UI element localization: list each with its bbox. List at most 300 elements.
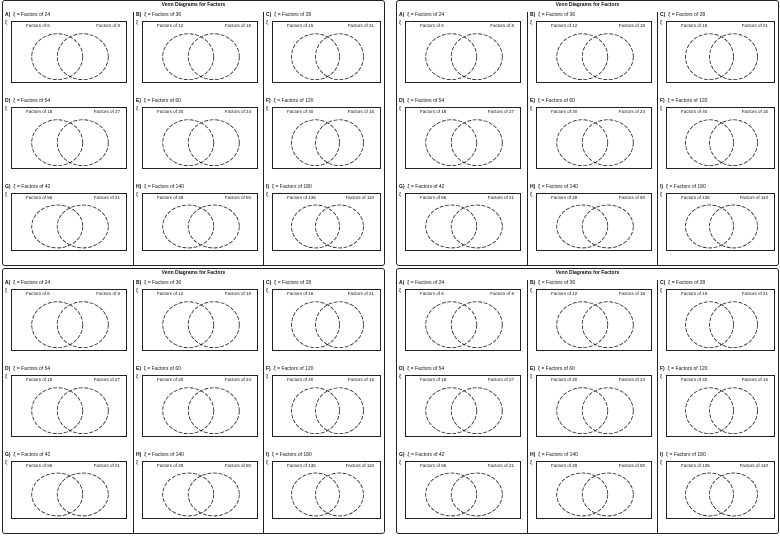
right-set-label: Factors of 18 <box>224 291 251 296</box>
venn-diagram <box>273 108 382 170</box>
question-cell <box>133 12 263 98</box>
question-label <box>266 12 311 18</box>
question-letter: F) <box>266 366 271 372</box>
xi-symbol: ξ <box>530 288 533 294</box>
universal-set-label: ξ = Factors of 24 <box>13 280 51 286</box>
right-set-label: Factors of 18 <box>224 23 251 28</box>
xi-symbol: ξ <box>136 288 139 294</box>
right-set-label: Factors of 50 <box>224 463 251 468</box>
right-set-label: Factors of 27 <box>93 109 120 114</box>
venn-diagram-box <box>405 193 521 251</box>
venn-diagram-box <box>536 461 652 519</box>
venn-diagram <box>12 108 128 170</box>
right-set-label: Factors of 24 <box>618 109 645 114</box>
universal-set-label: ξ = Factors of 60 <box>537 366 575 372</box>
question-label <box>660 280 705 286</box>
venn-diagram <box>143 462 259 520</box>
left-set-label: Factors of 12 <box>551 23 578 28</box>
question-label <box>5 366 50 372</box>
right-set-label: Factors of 18 <box>618 23 645 28</box>
question-label <box>660 98 707 104</box>
xi-symbol: ξ <box>660 192 663 198</box>
question-label <box>530 184 578 190</box>
venn-diagram-box <box>272 289 381 351</box>
left-set-label: Factors of 28 <box>551 463 578 468</box>
question-cell <box>397 12 527 98</box>
universal-set-label: ξ = Factors of 120 <box>667 366 708 372</box>
question-label <box>266 366 313 372</box>
xi-symbol: ξ <box>530 460 533 466</box>
venn-diagram <box>12 462 128 520</box>
left-set-circle <box>557 34 608 80</box>
venn-diagram <box>273 376 382 438</box>
universal-set-label: ξ = Factors of 36 <box>144 280 182 286</box>
question-cell <box>3 452 133 534</box>
left-set-circle <box>163 302 214 348</box>
left-set-circle <box>163 34 214 80</box>
xi-symbol: ξ <box>530 106 533 112</box>
sheet-title: Venn Diagrams for Factors <box>555 270 620 276</box>
right-set-label: Factors of 21 <box>347 291 374 296</box>
question-cell <box>527 184 657 266</box>
right-set-label: Factors of 27 <box>93 377 120 382</box>
xi-symbol: ξ <box>266 288 269 294</box>
left-set-label: Factors of 20 <box>157 109 184 114</box>
left-set-circle <box>426 120 477 166</box>
venn-diagram <box>406 22 522 84</box>
question-cell <box>263 184 386 266</box>
question-cell <box>527 280 657 366</box>
xi-symbol: ξ <box>5 374 8 380</box>
question-letter: H) <box>136 184 142 190</box>
right-set-label: Factors of 8 <box>490 291 514 296</box>
venn-diagram-box <box>405 461 521 519</box>
question-cell <box>397 452 527 534</box>
question-cell <box>3 98 133 184</box>
left-set-circle <box>426 34 477 80</box>
universal-set-label: ξ = Factors of 180 <box>271 452 312 458</box>
question-letter: D) <box>5 98 11 104</box>
venn-diagram-box <box>536 193 652 251</box>
venn-diagram-box <box>272 375 381 437</box>
venn-diagram <box>406 290 522 352</box>
left-set-label: Factors of 18 <box>420 109 447 114</box>
right-set-label: Factors of 21 <box>93 195 120 200</box>
question-label <box>399 184 444 190</box>
venn-diagram-box <box>666 289 775 351</box>
left-set-label: Factors of 18 <box>26 109 53 114</box>
universal-set-label: ξ = Factors of 42 <box>13 452 51 458</box>
venn-diagram-box <box>536 21 652 83</box>
universal-set-label: ξ = Factors of 36 <box>144 12 182 18</box>
venn-diagram-box <box>536 289 652 351</box>
question-label <box>136 452 184 458</box>
xi-symbol: ξ <box>266 192 269 198</box>
question-cell <box>527 98 657 184</box>
left-set-label: Factors of 6 <box>420 291 444 296</box>
venn-diagram-box <box>666 461 775 519</box>
venn-diagram-box <box>142 461 258 519</box>
venn-diagram <box>667 462 776 520</box>
left-set-label: Factors of 20 <box>157 377 184 382</box>
left-set-label: Factors of 12 <box>157 291 184 296</box>
left-set-label: Factors of 18 <box>26 377 53 382</box>
venn-diagram <box>12 22 128 84</box>
xi-symbol: ξ <box>399 460 402 466</box>
question-letter: G) <box>399 452 405 458</box>
left-set-circle <box>163 388 214 434</box>
question-letter: A) <box>5 280 11 286</box>
venn-diagram-box <box>405 21 521 83</box>
left-set-label: Factors of 28 <box>157 463 184 468</box>
xi-symbol: ξ <box>660 374 663 380</box>
left-set-label: Factors of 6 <box>26 291 50 296</box>
venn-diagram-box <box>142 107 258 169</box>
venn-diagram <box>143 22 259 84</box>
xi-symbol: ξ <box>136 20 139 26</box>
xi-symbol: ξ <box>266 374 269 380</box>
right-set-label: Factors of 24 <box>224 377 251 382</box>
universal-set-label: ξ = Factors of 140 <box>538 452 578 458</box>
question-cell <box>657 366 780 452</box>
venn-diagram-box <box>536 107 652 169</box>
venn-diagram <box>667 376 776 438</box>
xi-symbol: ξ <box>660 20 663 26</box>
right-set-label: Factors of 8 <box>96 291 120 296</box>
question-cell <box>3 366 133 452</box>
question-cell <box>133 452 263 534</box>
universal-set-label: ξ = Factors of 120 <box>667 98 708 104</box>
universal-set-label: ξ = Factors of 54 <box>13 98 51 104</box>
venn-diagram-box <box>666 375 775 437</box>
sheet-title: Venn Diagrams for Factors <box>161 270 226 276</box>
question-label <box>399 12 444 18</box>
left-set-label: Factors of 135 <box>681 195 710 200</box>
xi-symbol: ξ <box>399 374 402 380</box>
venn-diagram-box <box>11 289 127 351</box>
question-letter: C) <box>660 12 666 18</box>
left-set-label: Factors of 28 <box>551 195 578 200</box>
venn-diagram <box>667 194 776 252</box>
question-label <box>136 12 181 18</box>
question-letter: C) <box>266 12 272 18</box>
question-label <box>266 452 312 458</box>
right-set-label: Factors of 21 <box>347 23 374 28</box>
right-set-label: Factors of 50 <box>618 463 645 468</box>
venn-diagram <box>537 108 653 170</box>
universal-set-label: ξ = Factors of 42 <box>407 184 445 190</box>
venn-diagram <box>12 376 128 438</box>
xi-symbol: ξ <box>266 106 269 112</box>
venn-diagram-box <box>11 21 127 83</box>
question-label <box>266 98 313 104</box>
left-set-label: Factors of 16 <box>681 291 708 296</box>
xi-symbol: ξ <box>266 20 269 26</box>
venn-diagram-box <box>11 107 127 169</box>
xi-symbol: ξ <box>530 192 533 198</box>
venn-diagram <box>273 290 382 352</box>
question-cell <box>263 366 386 452</box>
venn-diagram-box <box>405 107 521 169</box>
left-set-label: Factors of 40 <box>287 109 314 114</box>
universal-set-label: ξ = Factors of 36 <box>538 280 576 286</box>
question-letter: F) <box>660 366 665 372</box>
venn-diagram-box <box>142 375 258 437</box>
universal-set-label: ξ = Factors of 54 <box>13 366 51 372</box>
sheet-title: Venn Diagrams for Factors <box>555 2 620 8</box>
venn-diagram <box>667 290 776 352</box>
left-set-label: Factors of 28 <box>157 195 184 200</box>
venn-diagram <box>406 376 522 438</box>
xi-symbol: ξ <box>5 106 8 112</box>
right-set-label: Factors of 8 <box>96 23 120 28</box>
left-set-label: Factors of 135 <box>287 463 316 468</box>
xi-symbol: ξ <box>399 106 402 112</box>
xi-symbol: ξ <box>5 460 8 466</box>
venn-diagram <box>12 290 128 352</box>
question-label <box>266 280 311 286</box>
question-letter: F) <box>660 98 665 104</box>
right-set-label: Factors of 21 <box>93 463 120 468</box>
universal-set-label: ξ = Factors of 140 <box>538 184 578 190</box>
universal-set-label: ξ = Factors of 36 <box>538 12 576 18</box>
question-letter: F) <box>266 98 271 104</box>
question-letter: C) <box>266 280 272 286</box>
question-label <box>5 12 50 18</box>
venn-diagram <box>273 194 382 252</box>
question-letter: E) <box>530 98 535 104</box>
question-cell <box>263 452 386 534</box>
question-label <box>530 452 578 458</box>
question-cell <box>263 98 386 184</box>
venn-diagram <box>273 22 382 84</box>
venn-diagram <box>537 376 653 438</box>
left-set-circle <box>32 388 83 434</box>
venn-diagram-box <box>272 193 381 251</box>
right-set-label: Factors of 15 <box>741 109 768 114</box>
venn-diagram-box <box>666 21 775 83</box>
right-set-label: Factors of 110 <box>739 195 768 200</box>
universal-set-label: ξ = Factors of 24 <box>13 12 51 18</box>
right-set-circle <box>710 473 758 516</box>
left-set-label: Factors of 20 <box>551 377 578 382</box>
right-set-circle <box>316 473 364 516</box>
universal-set-label: ξ = Factors of 180 <box>271 184 312 190</box>
universal-set-label: ξ = Factors of 42 <box>13 184 51 190</box>
venn-diagram <box>537 462 653 520</box>
question-letter: B) <box>136 280 142 286</box>
right-set-label: Factors of 27 <box>487 109 514 114</box>
left-set-circle <box>32 120 83 166</box>
left-set-label: Factors of 12 <box>157 23 184 28</box>
question-cell <box>527 452 657 534</box>
question-label <box>399 280 444 286</box>
right-set-label: Factors of 15 <box>347 377 374 382</box>
universal-set-label: ξ = Factors of 60 <box>143 98 181 104</box>
xi-symbol: ξ <box>660 106 663 112</box>
question-cell <box>133 98 263 184</box>
question-letter: E) <box>136 98 141 104</box>
question-label <box>660 12 705 18</box>
venn-diagram-box <box>142 21 258 83</box>
left-set-circle <box>292 205 340 248</box>
venn-diagram <box>12 194 128 252</box>
venn-diagram-box <box>272 107 381 169</box>
question-cell <box>397 98 527 184</box>
question-cell <box>657 184 780 266</box>
left-set-label: Factors of 16 <box>287 23 314 28</box>
question-cell <box>657 98 780 184</box>
question-letter: D) <box>399 366 405 372</box>
question-cell <box>657 452 780 534</box>
venn-diagram-box <box>142 193 258 251</box>
left-set-label: Factors of 56 <box>26 195 53 200</box>
question-label <box>266 184 312 190</box>
xi-symbol: ξ <box>5 20 8 26</box>
left-set-circle <box>426 388 477 434</box>
question-letter: I) <box>660 452 664 458</box>
question-cell <box>397 280 527 366</box>
question-cell <box>3 12 133 98</box>
left-set-label: Factors of 12 <box>551 291 578 296</box>
left-set-label: Factors of 16 <box>681 23 708 28</box>
right-set-label: Factors of 24 <box>224 109 251 114</box>
venn-diagram <box>667 108 776 170</box>
question-label <box>660 184 706 190</box>
venn-diagram <box>143 376 259 438</box>
xi-symbol: ξ <box>660 288 663 294</box>
universal-set-label: ξ = Factors of 54 <box>407 98 445 104</box>
venn-diagram <box>273 462 382 520</box>
left-set-circle <box>163 120 214 166</box>
venn-diagram <box>667 22 776 84</box>
question-cell <box>133 184 263 266</box>
question-cell <box>397 184 527 266</box>
xi-symbol: ξ <box>530 374 533 380</box>
xi-symbol: ξ <box>399 192 402 198</box>
left-set-label: Factors of 135 <box>681 463 710 468</box>
worksheet-sheet <box>396 268 779 534</box>
question-label <box>136 184 184 190</box>
left-set-label: Factors of 40 <box>287 377 314 382</box>
left-set-label: Factors of 56 <box>420 195 447 200</box>
xi-symbol: ξ <box>399 288 402 294</box>
question-label <box>530 366 575 372</box>
question-cell <box>657 12 780 98</box>
worksheet-sheet <box>2 0 385 266</box>
venn-diagram-box <box>11 193 127 251</box>
question-letter: E) <box>530 366 535 372</box>
right-set-label: Factors of 110 <box>345 195 374 200</box>
xi-symbol: ξ <box>399 20 402 26</box>
question-label <box>530 12 575 18</box>
right-set-label: Factors of 21 <box>741 23 768 28</box>
venn-diagram <box>537 194 653 252</box>
xi-symbol: ξ <box>5 192 8 198</box>
venn-diagram-box <box>11 375 127 437</box>
question-cell <box>133 366 263 452</box>
left-set-label: Factors of 16 <box>287 291 314 296</box>
universal-set-label: ξ = Factors of 28 <box>668 280 706 286</box>
question-letter: B) <box>136 12 142 18</box>
question-cell <box>263 280 386 366</box>
right-set-label: Factors of 110 <box>345 463 374 468</box>
question-letter: D) <box>399 98 405 104</box>
right-set-label: Factors of 21 <box>741 291 768 296</box>
venn-diagram-box <box>11 461 127 519</box>
left-set-circle <box>686 205 734 248</box>
universal-set-label: ξ = Factors of 120 <box>273 98 314 104</box>
venn-diagram-box <box>142 289 258 351</box>
venn-diagram-box <box>666 193 775 251</box>
xi-symbol: ξ <box>136 192 139 198</box>
question-label <box>136 98 181 104</box>
venn-diagram-box <box>536 375 652 437</box>
universal-set-label: ξ = Factors of 120 <box>273 366 314 372</box>
left-set-circle <box>557 388 608 434</box>
worksheet-sheet <box>396 0 779 266</box>
question-letter: A) <box>399 280 405 286</box>
right-set-label: Factors of 24 <box>618 377 645 382</box>
venn-diagram <box>143 194 259 252</box>
question-cell <box>657 280 780 366</box>
question-letter: H) <box>530 452 536 458</box>
right-set-label: Factors of 21 <box>487 463 514 468</box>
right-set-label: Factors of 21 <box>487 195 514 200</box>
venn-diagram <box>537 22 653 84</box>
question-letter: H) <box>530 184 536 190</box>
question-label <box>5 452 50 458</box>
question-letter: D) <box>5 366 11 372</box>
xi-symbol: ξ <box>660 460 663 466</box>
venn-diagram <box>537 290 653 352</box>
question-label <box>399 98 444 104</box>
question-label <box>399 452 444 458</box>
universal-set-label: ξ = Factors of 24 <box>407 12 445 18</box>
xi-symbol: ξ <box>136 106 139 112</box>
left-set-label: Factors of 6 <box>420 23 444 28</box>
xi-symbol: ξ <box>136 374 139 380</box>
question-letter: B) <box>530 280 536 286</box>
left-set-circle <box>557 120 608 166</box>
left-set-label: Factors of 56 <box>420 463 447 468</box>
question-letter: G) <box>5 452 11 458</box>
question-cell <box>263 12 386 98</box>
venn-diagram <box>406 462 522 520</box>
right-set-label: Factors of 50 <box>224 195 251 200</box>
question-label <box>136 280 181 286</box>
question-label <box>5 98 50 104</box>
universal-set-label: ξ = Factors of 180 <box>665 184 706 190</box>
right-set-label: Factors of 8 <box>490 23 514 28</box>
universal-set-label: ξ = Factors of 54 <box>407 366 445 372</box>
left-set-circle <box>32 302 83 348</box>
question-label <box>660 366 707 372</box>
venn-diagram-box <box>405 289 521 351</box>
xi-symbol: ξ <box>136 460 139 466</box>
question-letter: I) <box>266 452 270 458</box>
venn-diagram-box <box>666 107 775 169</box>
question-letter: C) <box>660 280 666 286</box>
left-set-label: Factors of 135 <box>287 195 316 200</box>
question-letter: G) <box>5 184 11 190</box>
venn-diagram-box <box>405 375 521 437</box>
question-cell <box>527 12 657 98</box>
right-set-label: Factors of 50 <box>618 195 645 200</box>
universal-set-label: ξ = Factors of 140 <box>144 452 184 458</box>
question-cell <box>133 280 263 366</box>
question-label <box>530 98 575 104</box>
